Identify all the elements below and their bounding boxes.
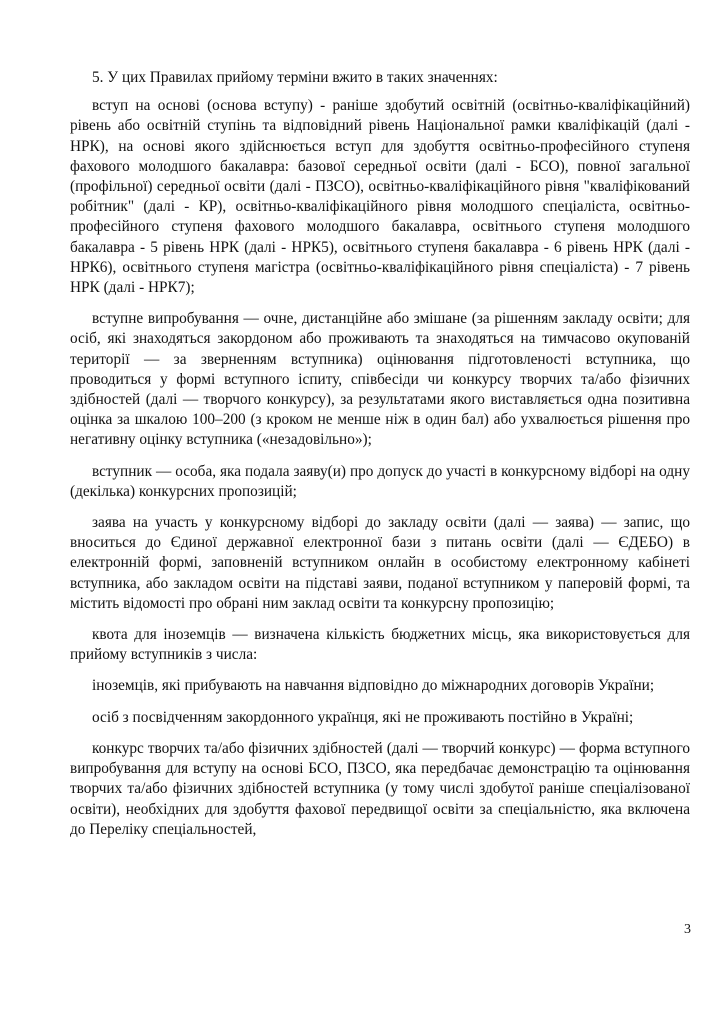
paragraph-foreigners: іноземців, які прибувають на навчання відповідно до міжнародних договорів України; xyxy=(92,677,655,695)
paragraph-creative-contest: конкурс творчих та/або фізичних здібностей (далі — творчий конкурс) — форма вступного випробування для вступу на основі БСО, ПЗСО, яка передбачає демонстрацію та оцінювання творчих та/або фізичних здібностей вступника (у тому числі здобутої раніше спеціалізованої освіти), необхідних для здобуття фахової передвищої освіти за спеціальністю, яка включена до Переліку спеціальностей, xyxy=(70,739,690,838)
paragraph-terms-intro: 5. У цих Правилах прийому терміни вжито в таких значеннях: xyxy=(92,69,498,86)
paragraph-application: заява на участь у конкурсному відборі до закладу освіти (далі — заява) — запис, що вноситься до Єдиної державної електронної бази з питань освіти (далі — ЄДЕБО) в електронній формі, заповненій вступником онлайн в особистому електронному кабінеті вступника, або закладом освіти на підставі заяви, поданої вступником у паперовій формі, та містить відомості про обрані ним заклад освіти та конкурсну пропозицію; xyxy=(70,514,690,612)
paragraph-foreigner-quota: квота для іноземців — визначена кількість бюджетних місць, яка використовується для прийому вступників з числа: xyxy=(70,626,690,664)
paragraph-foreign-ukrainians: осіб з посвідченням закордонного українця, які не проживають постійно в Україні; xyxy=(92,708,634,726)
document-body xyxy=(70,68,690,851)
paragraph-admission-basis: вступ на основі (основа вступу) - раніше здобутий освітній (освітньо-кваліфікаційний) рівень або освітній ступінь та відповідний рівень Національної рамки кваліфікацій (далі - НРК), на основі якого здійснюється вступ для здобуття освітньо-професійного ступеня фахового молодшого бакалавра: базової середньої освіти (далі - БСО), повної загальної (профільної) середньої освіти (далі - ПЗСО), освітньо-кваліфікаційного рівня "кваліфікований робітник" (далі - КР), освітньо-кваліфікаційного рівня молодшого спеціаліста, освітньо-професійного ступеня фахового молодшого бакалавра, освітнього ступеня молодшого бакалавра - 5 рівень НРК (далі - НРК5), освітнього ступеня бакалавра - 6 рівень НРК (далі - НРК6), освітнього ступеня магістра (освітньо-кваліфікаційного рівня спеціаліста) - 7 рівень НРК (далі - НРК7); xyxy=(70,97,690,297)
paragraph-entrance-exam: вступне випробування — очне, дистанційне або змішане (за рішенням закладу освіти; для осіб, які знаходяться закордоном або проживають та знаходяться на тимчасово окупованій території — за зверненням вступника) оцінювання підготовленості вступника, що проводиться у формі вступного іспиту, співбесіди чи конкурсу творчих та/або фізичних здібностей (далі — творчого конкурсу), за результатами якого виставляється одна позитивна оцінка за шкалою 100–200 (з кроком не менше ніж в один бал) або ухвалюється рішення про негативну оцінку вступника («незадовільно»); xyxy=(70,310,690,449)
paragraph-applicant: вступник — особа, яка подала заяву(и) про допуск до участі в конкурсному відборі на одну (декілька) конкурсних пропозицій; xyxy=(70,462,690,500)
page-number: 3 xyxy=(684,922,691,937)
